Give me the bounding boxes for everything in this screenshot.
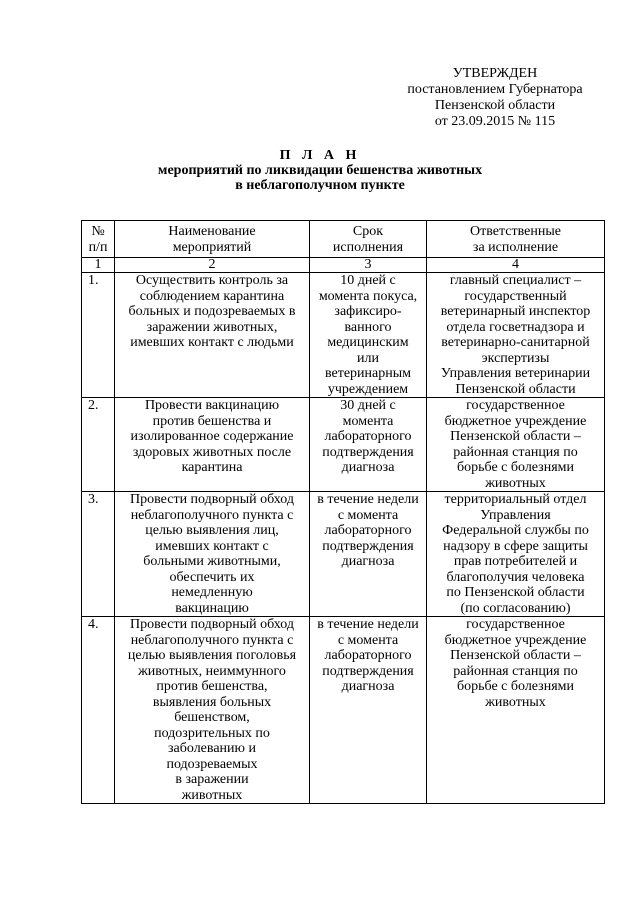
- row-measure: Провести вакцинацию против бешенства и изолированное содержание здоровых животных после карантина: [115, 398, 310, 492]
- column-number-3: 3: [310, 258, 427, 273]
- row-responsible: государственное бюджетное учреждение Пензенской области – районная станция по борьбе с болезнями животных: [427, 617, 605, 804]
- approval-line-2: постановлением Губернатора: [407, 82, 583, 97]
- row-term: 10 дней с момента покуса, зафиксиро- ванного медицинским или ветеринарным учреждением: [310, 273, 427, 398]
- column-number-4: 4: [427, 258, 605, 273]
- row-num: 2.: [82, 398, 115, 492]
- row-num: 1.: [82, 273, 115, 398]
- row-responsible: территориальный отдел Управления Федеральной службы по надзору в сфере защиты прав потребителей и благополучия человека по Пензенской области (по согласованию): [427, 492, 605, 617]
- table-row: [82, 398, 605, 492]
- row-term: в течение недели с момента лабораторного подтверждения диагноза: [310, 492, 427, 617]
- row-measure: Провести подворный обход неблагополучного пункта с целью выявления поголовья животных, неиммунного против бешенства, выявления больных бешенством, подозрительных по заболеванию и подозреваемых в заражении животных: [115, 617, 310, 804]
- header-responsible: Ответственные за исполнение: [427, 221, 605, 258]
- header-num: № п/п: [82, 221, 115, 258]
- row-measure: Провести подворный обход неблагополучного пункта с целью выявления лиц, имевших контакт с больными животными, обеспечить их немедленную вакцинацию: [115, 492, 310, 617]
- approval-line-1: УТВЕРЖДЕН: [452, 66, 538, 81]
- table-row: [82, 617, 605, 804]
- column-number-row: [82, 258, 605, 273]
- row-measure: Осуществить контроль за соблюдением карантина больных и подозреваемых в заражении животных, имевших контакт с людьми: [115, 273, 310, 398]
- approval-block: [380, 66, 610, 130]
- header-term: Срок исполнения: [310, 221, 427, 258]
- table-header-row: [82, 221, 605, 258]
- row-responsible: государственное бюджетное учреждение Пензенской области – районная станция по борьбе с болезнями животных: [427, 398, 605, 492]
- column-number-1: 1: [82, 258, 115, 273]
- approval-line-4: от 23.09.2015 № 115: [434, 114, 556, 129]
- title-heading: П Л А Н: [279, 148, 361, 163]
- row-term: в течение недели с момента лабораторного подтверждения диагноза: [310, 617, 427, 804]
- row-term: 30 дней с момента лабораторного подтверждения диагноза: [310, 398, 427, 492]
- row-num: 4.: [82, 617, 115, 804]
- column-number-2: 2: [115, 258, 310, 273]
- approval-line-3: Пензенской области: [434, 98, 556, 113]
- row-num: 3.: [82, 492, 115, 617]
- header-name: Наименование мероприятий: [115, 221, 310, 258]
- title-line-1: мероприятий по ликвидации бешенства животных: [157, 163, 483, 178]
- title-line-2: в неблагополучном пункте: [235, 178, 405, 193]
- table-row: [82, 273, 605, 398]
- document-title: [60, 148, 580, 193]
- table-row: [82, 492, 605, 617]
- measures-table: [81, 220, 605, 804]
- row-responsible: главный специалист – государственный ветеринарный инспектор отдела госветнадзора и ветеринарно-санитарной экспертизы Управления ветеринарии Пензенской области: [427, 273, 605, 398]
